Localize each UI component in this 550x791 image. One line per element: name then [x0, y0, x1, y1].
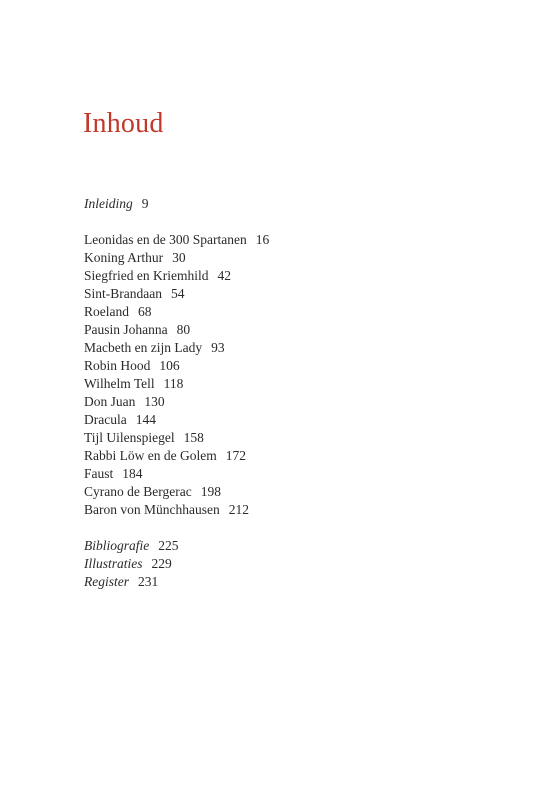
toc-entry-title: Faust: [84, 466, 114, 481]
toc-entry-title: Bibliografie: [84, 538, 150, 553]
toc-entry-title: Leonidas en de 300 Spartanen: [84, 232, 247, 247]
toc-entry-page: 68: [138, 304, 152, 319]
toc-entry-page: 54: [170, 286, 185, 301]
toc-chapters-group: [84, 231, 269, 519]
toc-entry: [84, 501, 269, 519]
toc-entry: [84, 447, 269, 465]
table-of-contents: [84, 195, 269, 591]
toc-entry-page: 231: [138, 574, 159, 589]
toc-entry-title: Sint-Brandaan: [84, 286, 162, 301]
toc-entry-page: 172: [225, 448, 246, 463]
toc-entry-page: 42: [217, 268, 231, 283]
toc-appendix-group: [84, 537, 269, 591]
toc-entry: [84, 249, 269, 267]
toc-entry-page: 16: [255, 232, 270, 247]
toc-entry-page: 30: [172, 250, 186, 265]
toc-entry-title: Koning Arthur: [84, 250, 164, 265]
toc-entry-page: 93: [211, 340, 225, 355]
page-title: Inhoud: [83, 108, 164, 139]
toc-entry: [84, 231, 269, 249]
toc-entry-page: 198: [200, 484, 221, 499]
toc-entry-title: Roeland: [84, 304, 129, 319]
toc-entry-page: 106: [159, 358, 180, 373]
toc-entry-title: Siegfried en Kriemhild: [84, 268, 209, 283]
toc-entry-page: 225: [158, 538, 179, 553]
toc-entry: [84, 339, 269, 357]
toc-intro-group: [84, 195, 269, 213]
toc-entry-title: Cyrano de Bergerac: [84, 484, 192, 499]
toc-entry-title: Macbeth en zijn Lady: [84, 340, 203, 355]
toc-entry: [84, 321, 269, 339]
toc-entry-page: 184: [122, 466, 143, 481]
toc-entry-title: Don Juan: [84, 394, 136, 409]
toc-entry: [84, 555, 269, 573]
toc-entry: [84, 375, 269, 393]
toc-entry-title: Register: [84, 574, 129, 589]
toc-entry: [84, 195, 269, 213]
toc-entry-page: 212: [228, 502, 249, 517]
toc-entry-page: 144: [135, 412, 156, 427]
toc-entry-title: Wilhelm Tell: [84, 376, 155, 391]
toc-entry: [84, 303, 269, 321]
toc-entry: [84, 267, 269, 285]
toc-entry-title: Pausin Johanna: [84, 322, 168, 337]
toc-entry-page: 130: [144, 394, 165, 409]
toc-entry-page: 118: [163, 376, 184, 391]
toc-entry-page: 229: [151, 556, 172, 571]
toc-entry: [84, 357, 269, 375]
toc-entry: [84, 285, 269, 303]
toc-entry: [84, 465, 269, 483]
toc-entry: [84, 393, 269, 411]
toc-entry-title: Illustraties: [84, 556, 143, 571]
toc-entry-page: 80: [176, 322, 191, 337]
toc-entry: [84, 429, 269, 447]
toc-entry-title: Tijl Uilenspiegel: [84, 430, 175, 445]
toc-entry-page: 9: [141, 196, 149, 211]
toc-entry: [84, 573, 269, 591]
toc-entry-title: Baron von Münchhausen: [84, 502, 220, 517]
toc-entry-title: Inleiding: [84, 196, 133, 211]
toc-entry-title: Rabbi Löw en de Golem: [84, 448, 217, 463]
toc-entry: [84, 483, 269, 501]
toc-entry-title: Dracula: [84, 412, 127, 427]
toc-entry-page: 158: [183, 430, 204, 445]
toc-entry: [84, 411, 269, 429]
toc-entry-title: Robin Hood: [84, 358, 151, 373]
toc-entry: [84, 537, 269, 555]
